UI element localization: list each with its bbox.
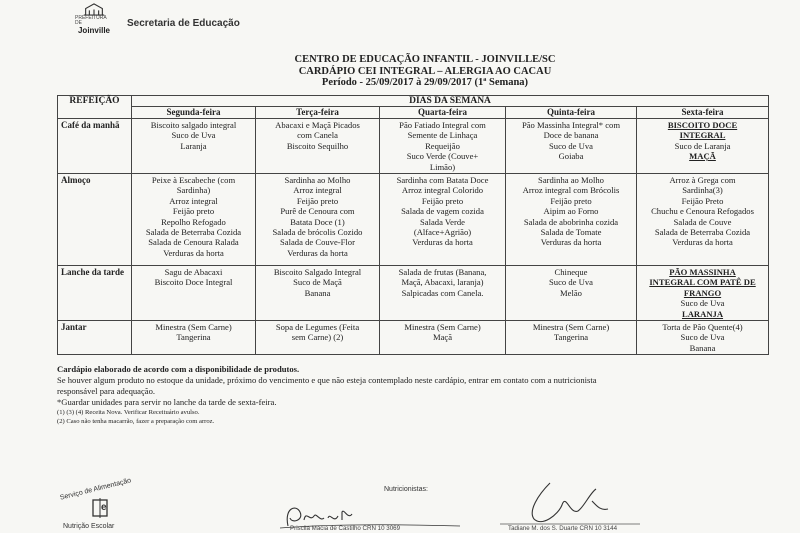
menu-item: Banana [304,287,331,298]
menu-cell [256,174,380,266]
menu-item: Pão Massinha Integral* com [521,120,621,130]
menu-item: Suco de Maçã [293,277,342,288]
menu-cell [132,174,256,266]
meal-label: Lanche da tarde [58,266,132,321]
refeicao-header: REFEIÇÃO [58,96,132,119]
menu-item: Limão) [429,161,456,172]
meal-label: Almoço [58,174,132,266]
menu-cell [637,119,769,174]
days-row [58,107,769,119]
dias-header: DIAS DA SEMANA [132,96,769,107]
menu-item: Feijão preto [421,195,464,206]
menu-item: Salada Verde [420,216,465,227]
note-line: responsável para adequação. [57,386,156,396]
menu-cell [132,321,256,355]
menu-item: Salada de Couve-Flor [280,237,355,248]
menu-item: Sardinha ao Molho [284,175,351,186]
menu-cell [637,266,769,321]
signature-1-name: Priscila Mácia de Castilho CRN 10 3069 [290,525,401,532]
seal-letter: e [101,502,107,513]
document-titles [150,54,700,89]
seal-top-text: Serviço de Alimentação [59,477,132,502]
menu-item: Chuchu e Cenoura Refogados [651,206,754,217]
menu-item: PÃO MASSINHA [669,267,736,278]
joinville-logo [75,3,113,35]
menu-item: Verduras da horta [287,247,348,258]
menu-cell [637,321,769,355]
seal-bottom-text: Nutrição Escolar [63,523,115,530]
note-line: *Guardar unidades para servir no lanche da tarde de sexta-feira. [57,397,277,407]
menu-cell [132,266,256,321]
menu-item: Suco de Uva [680,332,725,343]
menu-item: Salada de frutas (Banana, [398,267,487,278]
title-line-1: CENTRO DE EDUCAÇÃO INFANTIL - JOINVILLE/SC [294,54,556,65]
menu-item: Arroz integral Colorido [401,185,484,196]
menu-item: Sopa de Legumes (Feita [275,322,360,333]
note-line: Se houver algum produto no estoque da unidade, próximo do vencimento e que não esteja contemplado neste cardápio, entrar em contato com a nutricionista [57,375,597,385]
table-row [58,119,769,174]
menu-item: Sardinha) [176,185,211,196]
menu-table [57,95,769,355]
menu-item: Feijão Preto [681,195,724,206]
day-header: Quarta-feira [380,107,506,119]
menu-item: Banana [689,342,716,353]
table-row [58,174,769,266]
menu-item: Biscoito Doce Integral [154,277,233,288]
menu-item: Salada de Beterraba Cozida [145,227,242,238]
menu-item: Tangerina [553,332,589,343]
menu-item: Suco de Uva [549,277,593,288]
note-line: Cardápio elaborado de acordo com a disponibilidade de produtos. [57,364,300,374]
menu-cell [506,174,637,266]
menu-item: Salada de Cenoura Ralada [148,237,239,248]
menu-item: Torta de Pão Quente(4) [662,322,743,333]
menu-item: Arroz integral com Brócolis [522,185,620,196]
menu-item: Aipim ao Forno [543,206,599,217]
signature-2 [500,475,650,533]
secretaria-label: Secretaria de Educação [127,18,240,29]
menu-cell [256,266,380,321]
menu-item: Sardinha(3) [682,185,723,196]
menu-item: Minestra (Sem Carne) [155,322,232,333]
title-line-2: CARDÁPIO CEI INTEGRAL – ALERGIA AO CACAU [298,65,552,77]
day-header: Segunda-feira [132,107,256,119]
table-header-row [58,96,769,107]
menu-item: Semente de Linhaça [407,130,478,141]
menu-item: Suco de Uva [549,140,593,151]
menu-item: Tangerina [176,332,211,343]
menu-item: Goiaba [558,151,584,162]
title-line-3: Período - 25/09/2017 à 29/09/2017 (1ª Semana) [321,77,529,88]
menu-cell [256,321,380,355]
signature-2-name: Tadiane M. dos S. Duarte CRN 10 3144 [508,525,618,532]
menu-item: Verduras da horta [163,247,224,258]
notes-block [57,364,777,426]
menu-item: (Alface+Agrião) [413,227,472,238]
note-line: (1) (3) (4) Receita Nova. Verificar Receituário avulso. [57,409,200,416]
menu-item: Requeijão [425,140,460,151]
menu-item: Feijão preto [550,195,592,206]
page-header [75,3,240,35]
menu-cell [256,119,380,174]
menu-item: Arroz integral [169,195,218,206]
menu-item: Salada de vagem cozida [401,206,484,217]
menu-item: Feijão preto [296,195,339,206]
menu-item: MAÇÃ [689,151,716,162]
nutrition-service-seal [55,478,155,533]
menu-item: BISCOITO DOCE [667,120,738,130]
menu-item: com Canela [297,130,338,141]
menu-item: Sardinha com Batata Doce [396,175,489,186]
menu-item: Abacaxi e Maçã Picados [275,120,360,130]
menu-item: Minestra (Sem Carne) [404,322,481,333]
menu-item: Sagu de Abacaxi [164,267,223,278]
menu-item: Chineque [554,267,588,278]
day-header: Sexta-feira [637,107,769,119]
day-header: Quinta-feira [506,107,637,119]
menu-item: Salada de Couve [673,216,732,227]
menu-cell [380,119,506,174]
menu-item: sem Carne) (2) [291,332,344,343]
menu-item: Minestra (Sem Carne) [532,322,610,333]
menu-item: Verduras da horta [412,237,473,248]
menu-item: Peixe à Escabeche (com [151,175,236,186]
menu-item: Pão Fatiado Integral com [399,120,486,130]
menu-cell [637,174,769,266]
menu-item: INTEGRAL COM PATÊ DE [649,277,756,288]
menu-item: LARANJA [681,308,724,319]
menu-item: Salpicadas com Canela. [401,287,484,298]
menu-item: Suco Verde (Couve+ [406,151,479,162]
menu-item: Arroz integral [293,185,342,196]
menu-item: Verduras da horta [540,237,602,248]
menu-item: Sardinha ao Molho [538,175,604,186]
menu-cell [132,119,256,174]
menu-item: Biscoito Salgado Integral [273,267,362,278]
menu-item: Salada de Tomate [540,227,602,238]
menu-item: Suco de Uva [171,130,216,141]
meal-label: Café da manhã [58,119,132,174]
menu-cell [506,119,637,174]
day-header: Terça-feira [256,107,380,119]
menu-item: Biscoito salgado integral [150,120,237,130]
menu-item: Salada de abobrinha cozida [523,216,619,227]
menu-item: Suco de Uva [680,298,725,309]
menu-cell [380,321,506,355]
menu-cell [380,174,506,266]
menu-item: Suco de Laranja [674,140,731,151]
menu-item: FRANGO [683,287,722,298]
meal-label: Jantar [58,321,132,355]
menu-item: Melão [560,287,582,298]
menu-item: Purê de Cenoura com [280,206,355,217]
menu-item: Biscoito Sequilho [286,140,349,151]
signature-1 [270,498,470,533]
menu-item: Doce de banana [543,130,599,141]
menu-item: Salada de brócolis Cozido [272,227,363,238]
table-row [58,321,769,355]
menu-item: Salada de Beterraba Cozida [654,227,751,238]
menu-cell [380,266,506,321]
menu-item: Repolho Refogado [161,216,226,227]
menu-item: Arroz à Grega com [669,175,736,186]
nutricionistas-label: Nutricionistas: [384,486,428,493]
logo-city-text: Joinville [77,26,110,35]
menu-item: Verduras da horta [672,237,733,248]
menu-cell [506,321,637,355]
menu-item: Batata Doce (1) [290,216,345,227]
menu-item: Maçã [432,332,453,343]
menu-item: Laranja [180,140,207,151]
note-line: (2) Caso não tenha macarrão, fazer a preparação com arroz. [57,418,215,425]
logo-small-text: PREFEITURA DE [75,15,107,26]
menu-item: INTEGRAL [679,130,726,141]
menu-item: Maçã, Abacaxi, laranja) [401,277,484,288]
menu-item: Feijão preto [172,206,215,217]
menu-cell [506,266,637,321]
table-row [58,266,769,321]
